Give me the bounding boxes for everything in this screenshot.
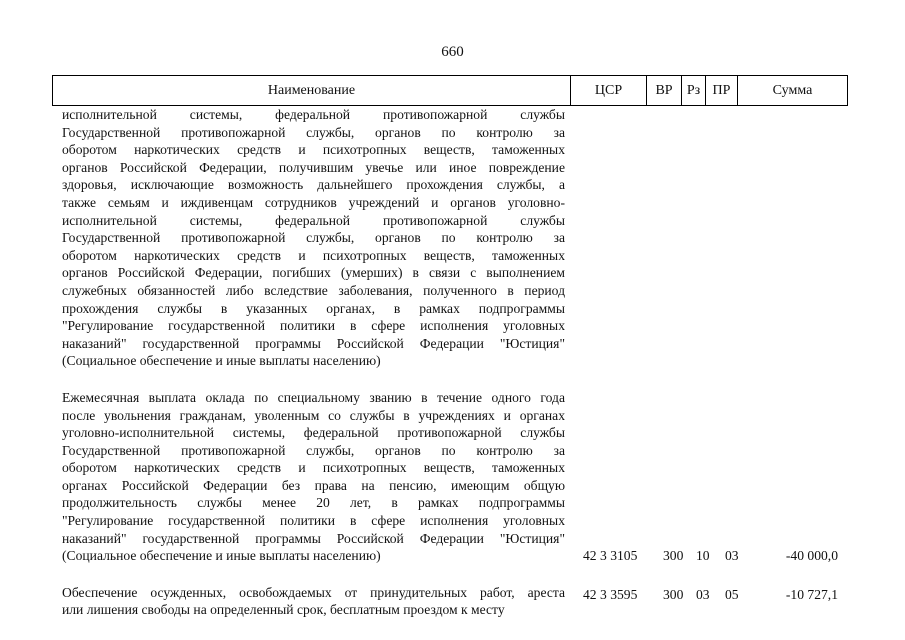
row-name-line: служебных обязанностей либо вследствие заболевания, полученного в период [62,282,565,298]
row-name-line: оборотом наркотических средств и психотропных веществ, таможенных [62,247,565,263]
row-name-line: органов Российской Федерации, получившим увечье или иное повреждение [62,159,565,175]
table-row [62,106,848,370]
row-name-line: органов Российской Федерации, погибших (умерших) в связи с выполнением [62,265,565,281]
row-name-line: исполнительной системы, федеральной противопожарной службы [62,107,565,122]
row-name-line: продолжительность службы менее 20 лет, в рамках подпрограммы [62,495,565,511]
row-codes [583,352,848,370]
row-name-line: "Регулирование государственной политики в сфере исполнения уголовных [62,513,565,529]
row-name-line: Ежемесячная выплата оклада по специальному званию в течение одного года [62,389,565,405]
row-name-line: оборотом наркотических средств и психотропных веществ, таможенных [62,142,565,158]
row-name-line: или лишения свободы на определенный срок, бесплатным проездом к месту [62,602,505,618]
row-pr: 05 [725,586,739,602]
row-name-line: "Регулирование государственной политики в сфере исполнения уголовных [62,318,565,334]
row-name-line: здоровья, исключающие возможность дальнейшего прохождения службы, а [62,177,565,193]
header-pr: ПР [706,76,738,105]
table-row [62,389,848,565]
row-rz: 10 [696,548,710,564]
page-number: 660 [441,44,464,60]
row-csr: 42 3 3595 [583,586,638,602]
row-vr: 300 [663,548,684,564]
table-header [52,75,848,106]
header-csr: ЦСР [571,76,647,105]
header-sum: Сумма [772,82,813,98]
row-name-line: уголовно-исполнительной системы, федеральной противопожарной службы [62,425,565,441]
row-name-line: прохождения службы в указанных органах, в рамках подпрограммы [62,300,565,316]
header-rz: Рз [682,76,706,105]
row-sum: -40 000,0 [785,548,838,564]
row-codes [583,547,848,565]
header-vr: ВР [647,76,682,105]
table-row [62,584,848,619]
row-pr: 03 [725,548,739,564]
row-name-line: наказаний" государственной программы Российской Федерации "Юстиция" [62,530,565,546]
row-name-line: (Социальное обеспечение и иные выплаты населению) [62,353,381,369]
row-name-cell [62,584,565,619]
row-name-line: оборотом наркотических средств и психотропных веществ, таможенных [62,460,565,476]
header-name: Наименование [53,76,571,105]
row-name-line: Государственной противопожарной службы, органов по контролю за [62,230,565,246]
row-name-line: Обеспечение осужденных, освобождаемых от принудительных работ, ареста [62,584,565,600]
row-rz: 03 [696,586,710,602]
row-name-line: также семьям и иждивенцам сотрудников учреждений и органов уголовно- [62,194,565,210]
row-vr: 300 [663,586,684,602]
table-body [62,106,848,619]
row-sum: -10 727,1 [785,586,838,602]
row-name-line: органах Российской Федерации без права на пенсию, имеющим общую [62,477,565,493]
row-gap [62,370,848,389]
row-name-line: (Социальное обеспечение и иные выплаты населению) [62,548,381,564]
row-csr: 42 3 3105 [583,548,638,564]
row-name-cell [62,106,565,370]
row-name-cell [62,389,565,565]
row-gap [62,565,848,584]
row-name-line: наказаний" государственной программы Российской Федерации "Юстиция" [62,335,565,351]
row-name-line: после увольнения гражданам, уволенным со службы в учреждениях и органах [62,407,565,423]
row-name-line: Государственной противопожарной службы, органов по контролю за [62,124,565,140]
row-name-line: исполнительной системы, федеральной противопожарной службы [62,212,565,228]
row-codes [583,586,848,604]
row-name-line: Государственной противопожарной службы, органов по контролю за [62,442,565,458]
